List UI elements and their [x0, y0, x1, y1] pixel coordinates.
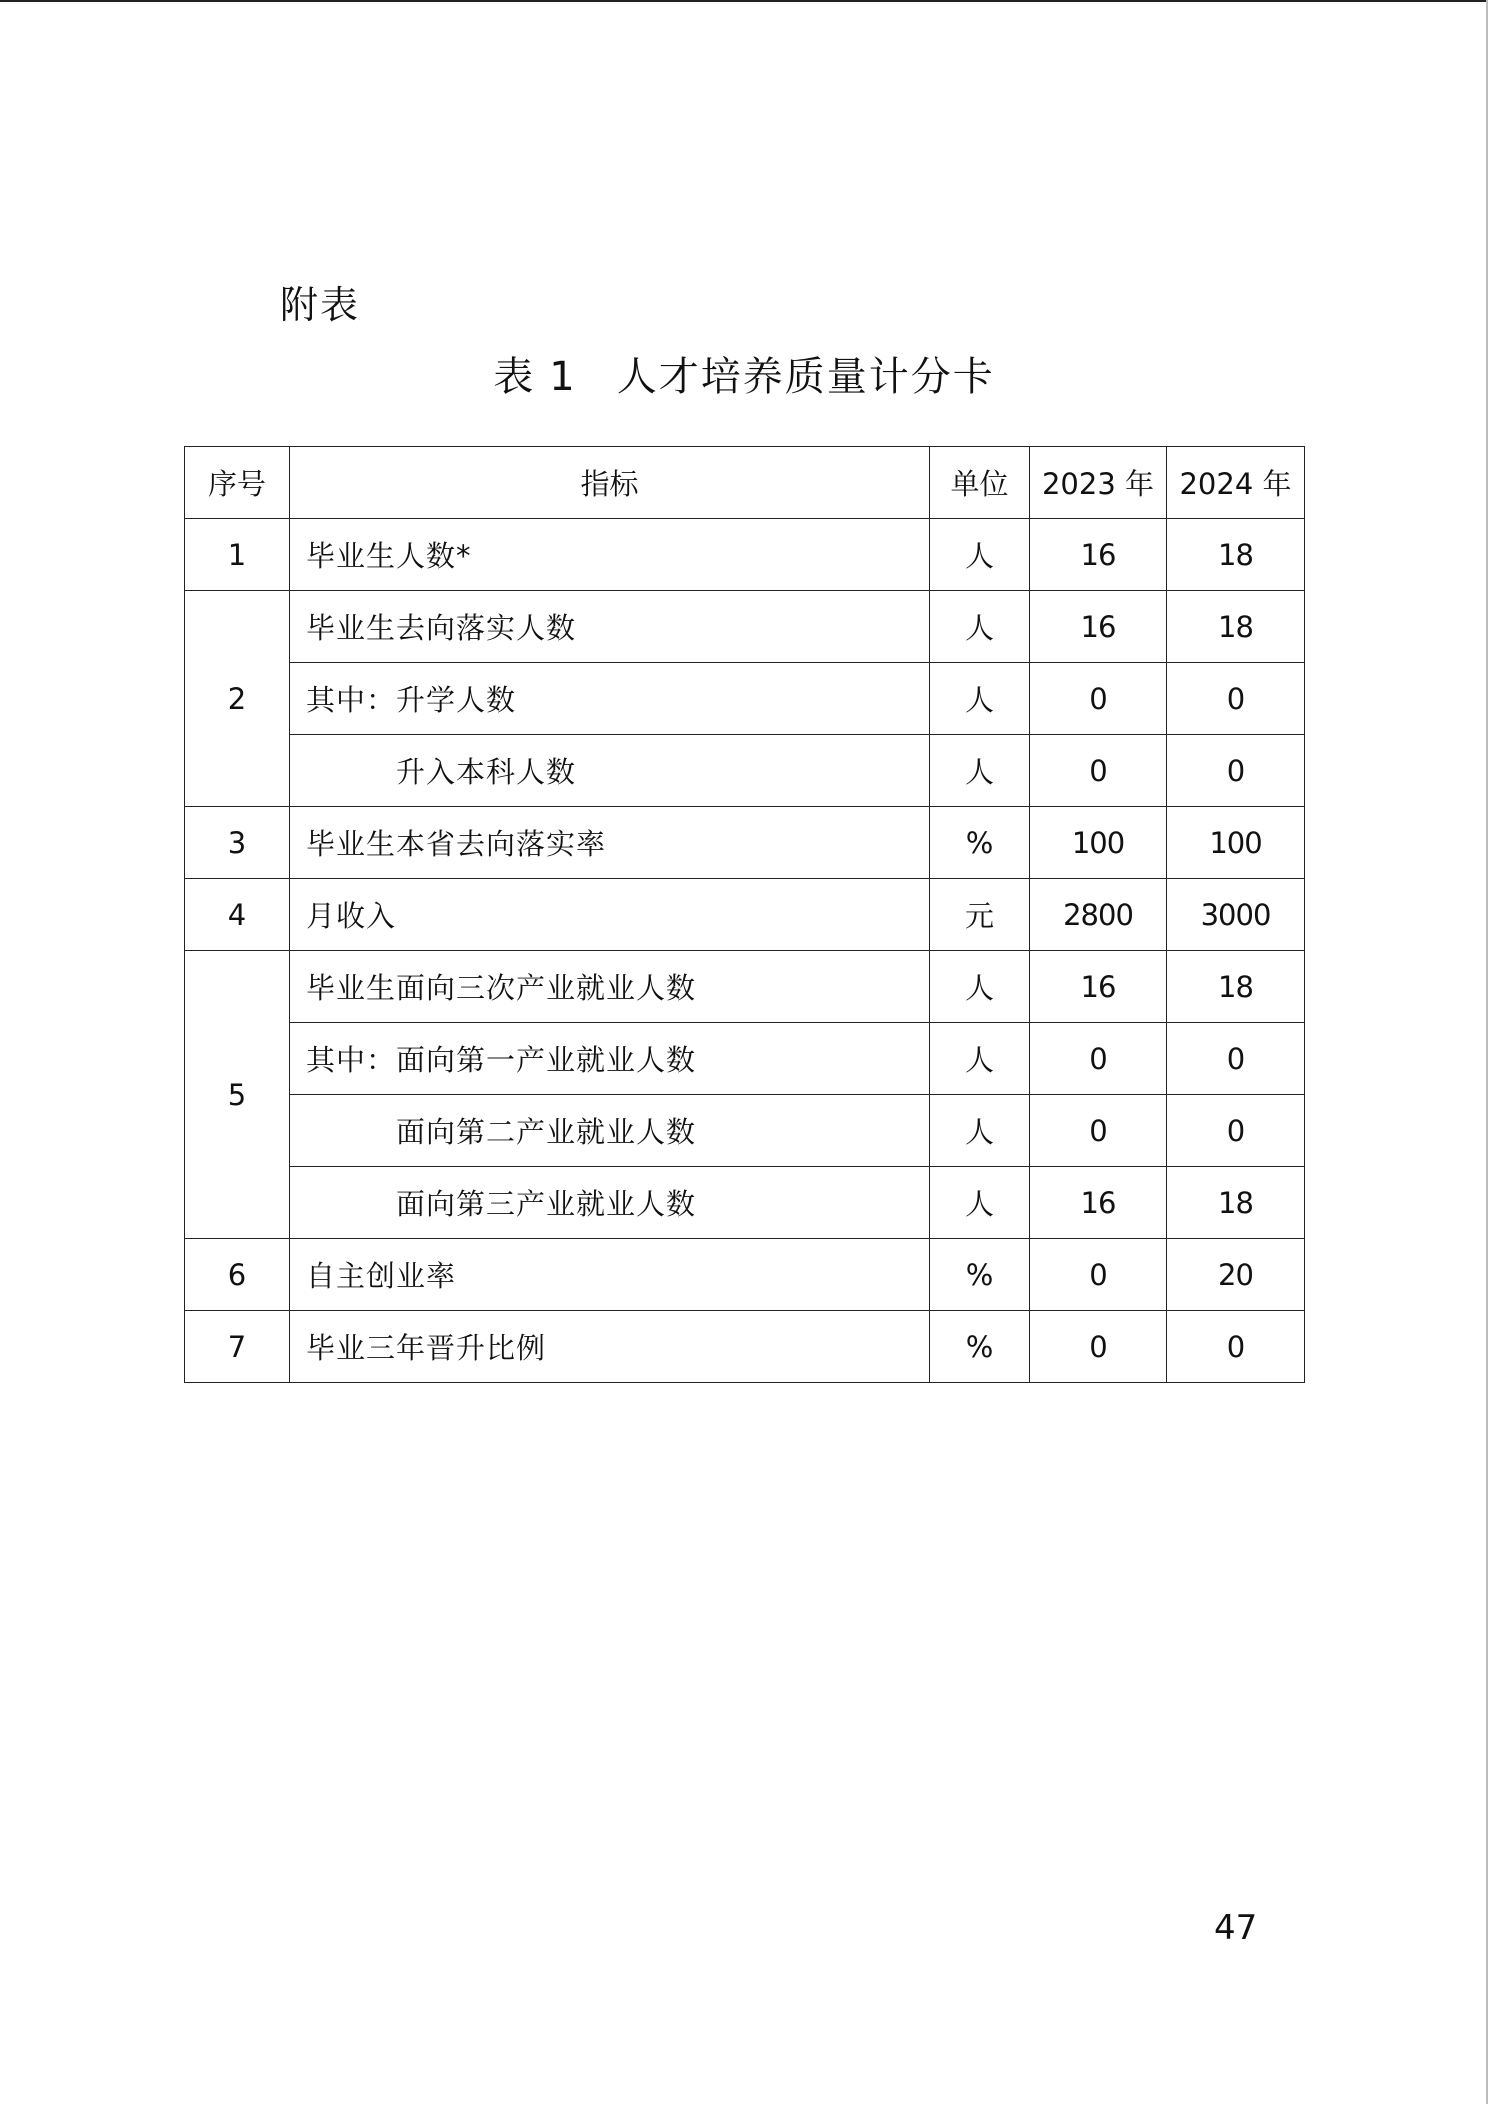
value-2023-cell: 2800 [1030, 879, 1167, 951]
seq-cell: 1 [185, 519, 290, 591]
value-2023-cell: 16 [1030, 1167, 1167, 1239]
unit-cell: 元 [930, 879, 1030, 951]
header-indicator: 指标 [290, 447, 930, 519]
seq-cell: 5 [185, 951, 290, 1239]
seq-cell: 7 [185, 1311, 290, 1383]
value-2024-cell: 20 [1167, 1239, 1305, 1311]
seq-cell: 6 [185, 1239, 290, 1311]
value-2024-cell: 18 [1167, 591, 1305, 663]
table-row [185, 879, 1305, 951]
indicator-cell: 面向第二产业就业人数 [290, 1095, 930, 1167]
indicator-cell: 其中：面向第一产业就业人数 [290, 1023, 930, 1095]
value-2024-cell: 100 [1167, 807, 1305, 879]
header-year-2023: 2023 年 [1030, 447, 1167, 519]
unit-cell: 人 [930, 735, 1030, 807]
table-row [185, 1167, 1305, 1239]
value-2024-cell: 18 [1167, 951, 1305, 1023]
table-row [185, 1095, 1305, 1167]
value-2024-cell: 3000 [1167, 879, 1305, 951]
value-2023-cell: 100 [1030, 807, 1167, 879]
indicator-cell: 毕业生去向落实人数 [290, 591, 930, 663]
unit-cell: % [930, 1311, 1030, 1383]
unit-cell: % [930, 1239, 1030, 1311]
seq-cell: 4 [185, 879, 290, 951]
talent-training-score-table [184, 446, 1305, 1383]
header-seq: 序号 [185, 447, 290, 519]
table-row [185, 519, 1305, 591]
table-row [185, 663, 1305, 735]
page-number: 47 [1214, 1908, 1258, 1948]
table-row [185, 1311, 1305, 1383]
value-2024-cell: 0 [1167, 1095, 1305, 1167]
value-2024-cell: 0 [1167, 1023, 1305, 1095]
value-2024-cell: 0 [1167, 735, 1305, 807]
unit-cell: % [930, 807, 1030, 879]
value-2023-cell: 16 [1030, 591, 1167, 663]
page-top-border [0, 0, 1488, 2]
table-title [0, 350, 1488, 404]
seq-cell: 3 [185, 807, 290, 879]
unit-cell: 人 [930, 1095, 1030, 1167]
seq-cell: 2 [185, 591, 290, 807]
value-2023-cell: 0 [1030, 1023, 1167, 1095]
indicator-cell: 毕业三年晋升比例 [290, 1311, 930, 1383]
unit-cell: 人 [930, 591, 1030, 663]
indicator-cell: 毕业生人数* [290, 519, 930, 591]
table-row [185, 735, 1305, 807]
value-2024-cell: 18 [1167, 519, 1305, 591]
value-2023-cell: 0 [1030, 1095, 1167, 1167]
indicator-cell: 自主创业率 [290, 1239, 930, 1311]
header-year-2024: 2024 年 [1167, 447, 1305, 519]
indicator-cell: 毕业生本省去向落实率 [290, 807, 930, 879]
indicator-cell: 其中：升学人数 [290, 663, 930, 735]
table-title-number: 1 [549, 354, 577, 400]
indicator-cell: 面向第三产业就业人数 [290, 1167, 930, 1239]
table-header-row [185, 447, 1305, 519]
value-2023-cell: 16 [1030, 519, 1167, 591]
unit-cell: 人 [930, 1167, 1030, 1239]
indicator-cell: 毕业生面向三次产业就业人数 [290, 951, 930, 1023]
unit-cell: 人 [930, 519, 1030, 591]
value-2023-cell: 0 [1030, 1239, 1167, 1311]
table-row [185, 1239, 1305, 1311]
indicator-cell: 升入本科人数 [290, 735, 930, 807]
unit-cell: 人 [930, 663, 1030, 735]
value-2024-cell: 18 [1167, 1167, 1305, 1239]
header-unit: 单位 [930, 447, 1030, 519]
value-2023-cell: 0 [1030, 663, 1167, 735]
unit-cell: 人 [930, 1023, 1030, 1095]
table-row [185, 807, 1305, 879]
value-2024-cell: 0 [1167, 663, 1305, 735]
table-title-prefix: 表 [493, 354, 536, 400]
table-row [185, 951, 1305, 1023]
value-2023-cell: 0 [1030, 1311, 1167, 1383]
value-2023-cell: 16 [1030, 951, 1167, 1023]
value-2023-cell: 0 [1030, 735, 1167, 807]
indicator-cell: 月收入 [290, 879, 930, 951]
appendix-label: 附表 [280, 283, 361, 327]
value-2024-cell: 0 [1167, 1311, 1305, 1383]
table-row [185, 1023, 1305, 1095]
table-row [185, 591, 1305, 663]
unit-cell: 人 [930, 951, 1030, 1023]
table-title-text: 人才培养质量计分卡 [616, 354, 995, 400]
